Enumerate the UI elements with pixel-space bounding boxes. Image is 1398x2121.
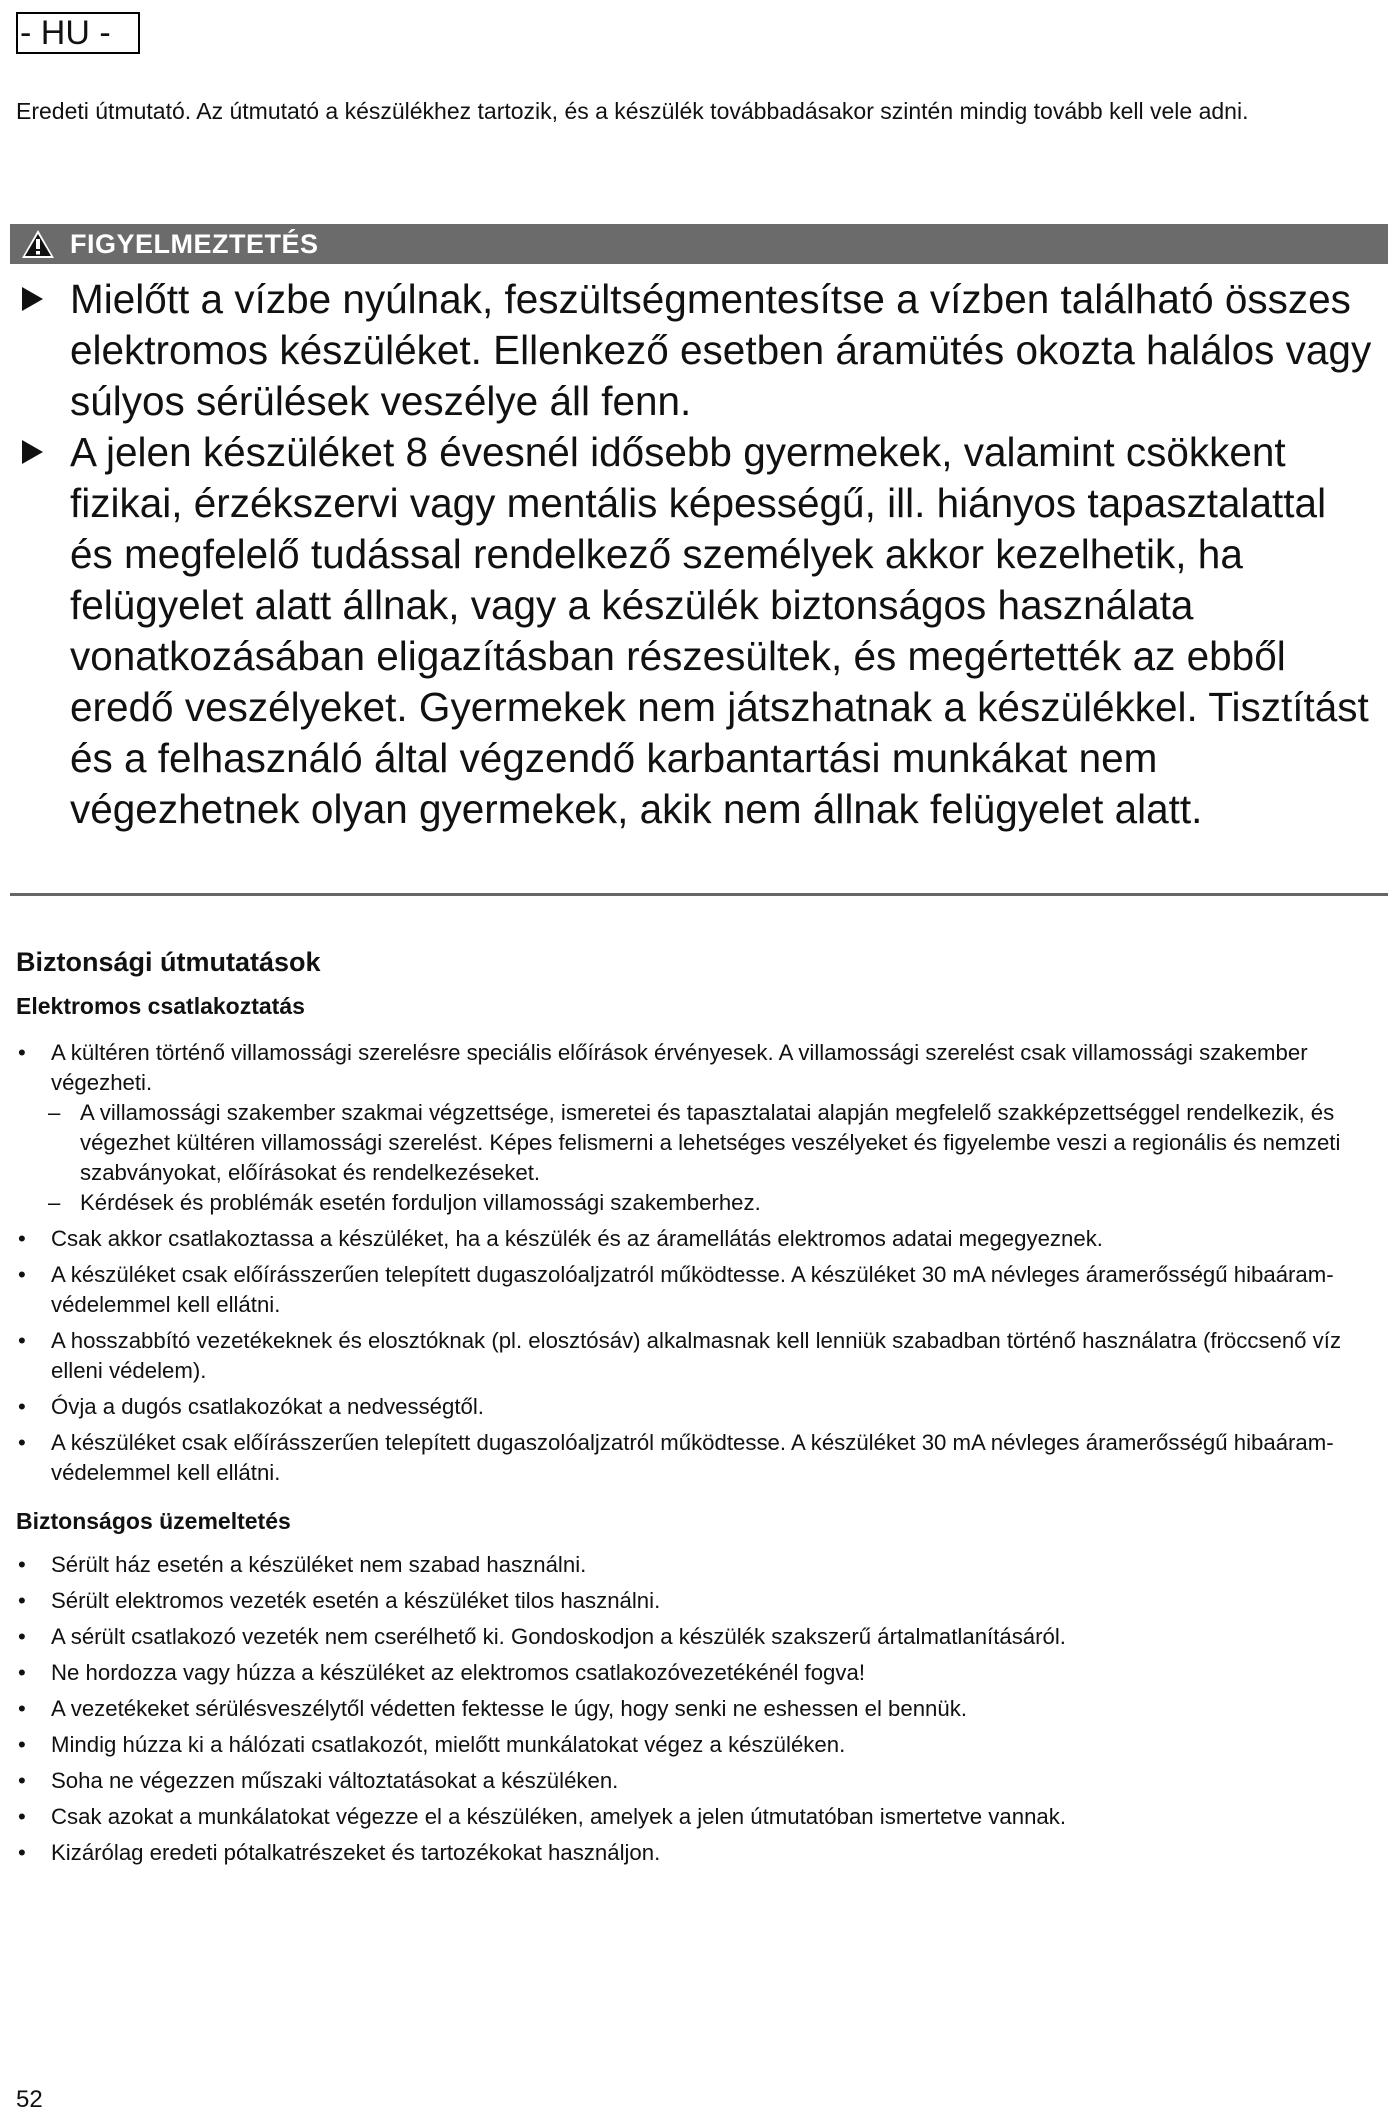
list-item xyxy=(16,1730,1384,1760)
dash-icon: – xyxy=(48,1190,61,1215)
dash-icon: – xyxy=(48,1100,61,1125)
list-item xyxy=(16,1802,1384,1832)
list-item xyxy=(16,1392,1384,1422)
list-item xyxy=(16,1038,1384,1098)
arrow-right-icon xyxy=(22,287,43,311)
list-item-text: A készüléket csak előírásszerűen telepített dugaszolóaljzatról működtesse. A készüléket 30 mA névleges áramerősségű hibaáram-védelemmel kell ellátni. xyxy=(51,1430,1334,1485)
list-item xyxy=(16,1550,1384,1580)
bullet-icon: • xyxy=(18,1588,26,1613)
list-item xyxy=(16,1586,1384,1616)
bullet-icon: • xyxy=(18,1328,26,1353)
list-item-text: Óvja a dugós csatlakozókat a nedvességtől. xyxy=(51,1394,484,1419)
list-item-text: Mindig húzza ki a hálózati csatlakozót, mielőtt munkálatokat végez a készüléken. xyxy=(51,1732,846,1757)
list-item-text: Csak azokat a munkálatokat végezze el a készüléken, amelyek a jelen útmutatóban ismertetve vannak. xyxy=(51,1804,1067,1829)
bullet-icon: • xyxy=(18,1262,26,1287)
warning-list xyxy=(22,274,1382,835)
list-item-text: A kültéren történő villamossági szerelésre speciális előírások érvényesek. A villamossági szerelést csak villamossági szakember végezheti. xyxy=(51,1040,1308,1095)
arrow-right-icon xyxy=(22,440,43,464)
warning-item xyxy=(22,274,1382,427)
bullet-icon: • xyxy=(18,1696,26,1721)
list-item xyxy=(16,1766,1384,1796)
warning-triangle-icon xyxy=(20,228,56,260)
warning-item-text: Mielőtt a vízbe nyúlnak, feszültségmentesítse a vízben található összes elektromos készüléket. Ellenkező esetben áramütés okozta halálos vagy súlyos sérülések veszélye áll fenn. xyxy=(70,276,1372,424)
list-item-text: Soha ne végezzen műszaki változtatásokat a készüléken. xyxy=(51,1768,619,1793)
intro-text: Eredeti útmutató. Az útmutató a készülékhez tartozik, és a készülék továbbadásakor szintén mindig tovább kell vele adni. xyxy=(16,98,1249,124)
sub-list-item xyxy=(16,1098,1384,1188)
sub-list-item-text: Kérdések és problémák esetén forduljon villamossági szakemberhez. xyxy=(80,1190,761,1215)
list-item-text: A hosszabbító vezetékeknek és elosztóknak (pl. elosztósáv) alkalmasnak kell lenniük szabadban történő használatra (fröccsenő víz elleni védelem). xyxy=(51,1328,1342,1383)
bullet-icon: • xyxy=(18,1840,26,1865)
list-item xyxy=(16,1838,1384,1868)
list-item-text: A sérült csatlakozó vezeték nem cserélhető ki. Gondoskodjon a készülék szakszerű ártalmatlanításáról. xyxy=(51,1624,1066,1649)
list-item xyxy=(16,1224,1384,1254)
list-item-text: A készüléket csak előírásszerűen telepített dugaszolóaljzatról működtesse. A készüléket 30 mA névleges áramerősségű hibaáram-védelemmel kell ellátni. xyxy=(51,1262,1334,1317)
page-number: 52 xyxy=(16,2086,43,2113)
warning-item xyxy=(22,427,1382,835)
section-title: Biztonsági útmutatások xyxy=(16,947,321,977)
bullet-icon: • xyxy=(18,1732,26,1757)
list-item-text: Csak akkor csatlakoztassa a készüléket, ha a készülék és az áramellátás elektromos adatai megegyeznek. xyxy=(51,1226,1103,1251)
bullet-icon: • xyxy=(18,1660,26,1685)
language-tag: - HU - xyxy=(16,12,140,54)
list-item xyxy=(16,1658,1384,1688)
list-item-text: Sérült elektromos vezeték esetén a készüléket tilos használni. xyxy=(51,1588,661,1613)
list-item xyxy=(16,1622,1384,1652)
list-item-text: Ne hordozza vagy húzza a készüléket az elektromos csatlakozóvezetékénél fogva! xyxy=(51,1660,865,1685)
bullet-icon: • xyxy=(18,1394,26,1419)
bullet-icon: • xyxy=(18,1768,26,1793)
bullet-icon: • xyxy=(18,1804,26,1829)
bullet-icon: • xyxy=(18,1430,26,1455)
electrical-title: Elektromos csatlakoztatás xyxy=(16,993,305,1019)
list-item xyxy=(16,1428,1384,1488)
list-item xyxy=(16,1260,1384,1320)
sub-list-item xyxy=(16,1188,1384,1218)
bullet-icon: • xyxy=(18,1552,26,1577)
electrical-list xyxy=(16,1038,1384,1494)
bullet-icon: • xyxy=(18,1226,26,1251)
warning-divider xyxy=(10,893,1388,896)
list-item xyxy=(16,1326,1384,1386)
bullet-icon: • xyxy=(18,1624,26,1649)
operation-title: Biztonságos üzemeltetés xyxy=(16,1508,291,1534)
list-item-text: Sérült ház esetén a készüléket nem szabad használni. xyxy=(51,1552,587,1577)
warning-header xyxy=(10,224,1388,264)
sub-list-item-text: A villamossági szakember szakmai végzettsége, ismeretei és tapasztalatai alapján megfelelő szakképzettséggel rendelkezik, és végezhet kültéren villamossági szerelést. Képes felismerni a lehetséges veszélyeket és figyelembe veszi a regionális és nemzeti szabványokat, előírásokat és rendelkezéseket. xyxy=(80,1100,1341,1185)
list-item xyxy=(16,1694,1384,1724)
list-item-text: A vezetékeket sérülésveszélytől védetten fektesse le úgy, hogy senki ne eshessen el bennük. xyxy=(51,1696,967,1721)
bullet-icon: • xyxy=(18,1040,26,1065)
list-item-text: Kizárólag eredeti pótalkatrészeket és tartozékokat használjon. xyxy=(51,1840,661,1865)
operation-list xyxy=(16,1550,1384,1874)
warning-title: FIGYELMEZTETÉS xyxy=(70,228,319,259)
warning-item-text: A jelen készüléket 8 évesnél idősebb gyermekek, valamint csökkent fizikai, érzékszervi vagy mentális képességű, ill. hiányos tapasztalattal és megfelelő tudással rendelkező személyek akkor kezelhetik, ha felügyelet alatt állnak, vagy a készülék biztonságos használata vonatkozásában eligazításban részesültek, és megértették az ebből eredő veszélyeket. Gyermekek nem játszhatnak a készülékkel. Tisztítást és a felhasználó által végzendő karbantartási munkákat nem végezhetnek olyan gyermekek, akik nem állnak felügyelet alatt. xyxy=(70,429,1369,832)
